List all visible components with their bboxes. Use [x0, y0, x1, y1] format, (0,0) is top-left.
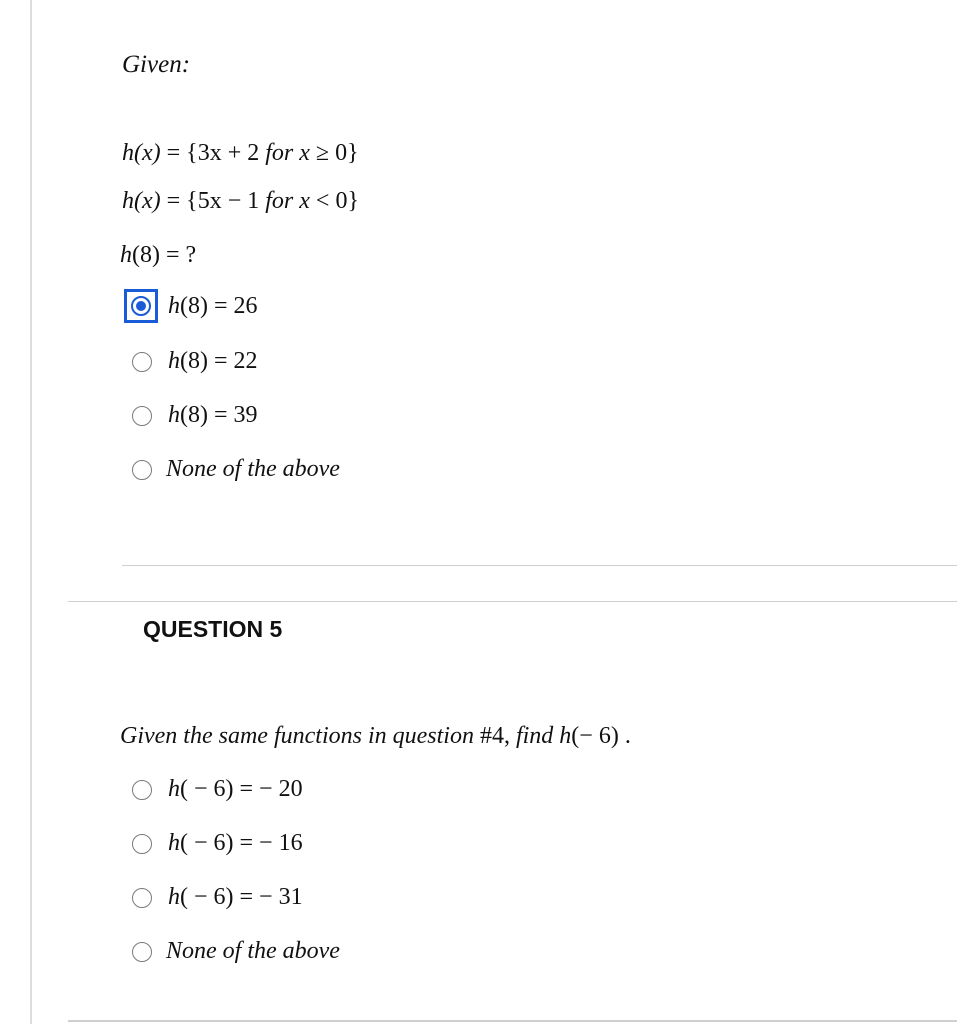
prompt-rest: (8) = ?: [132, 242, 197, 268]
prompt-fn: h: [120, 242, 132, 268]
radio-button[interactable]: [132, 834, 152, 854]
question-5-prompt: [120, 721, 631, 751]
option-fn: h: [168, 402, 180, 428]
left-border: [30, 0, 32, 1024]
option-label[interactable]: [168, 882, 303, 912]
option-rest: (8) = 26: [180, 293, 258, 319]
option-fn: h: [168, 348, 180, 374]
question-separator: [68, 601, 957, 602]
function-lhs: h(x): [122, 140, 161, 166]
option-rest: (8) = 22: [180, 348, 258, 374]
option-label[interactable]: None of the above: [166, 938, 340, 964]
function-rhs-suffix: ≥ 0}: [309, 140, 359, 166]
option-label[interactable]: [168, 828, 303, 858]
radio-button-selected[interactable]: [131, 296, 151, 316]
option-rest: (8) = 39: [180, 402, 258, 428]
question-4-prompt: [120, 240, 196, 270]
radio-button[interactable]: [132, 888, 152, 908]
prompt-italic-find: find h: [515, 723, 572, 749]
function-rhs-italic: for x: [265, 140, 310, 166]
function-rhs-suffix: < 0}: [309, 188, 359, 214]
bottom-divider: [68, 1020, 957, 1022]
given-label: Given:: [122, 51, 191, 78]
option-label[interactable]: [168, 346, 258, 376]
option-fn: h: [168, 830, 180, 856]
prompt-rest: (− 6) .: [571, 723, 631, 749]
radio-button[interactable]: [132, 460, 152, 480]
option-label[interactable]: [168, 774, 303, 804]
option-fn: h: [168, 776, 180, 802]
radio-button[interactable]: [132, 352, 152, 372]
radio-button[interactable]: [132, 406, 152, 426]
radio-button[interactable]: [132, 942, 152, 962]
divider: [122, 565, 957, 566]
radio-button[interactable]: [132, 780, 152, 800]
option-label[interactable]: [168, 400, 258, 430]
option-rest: ( − 6) = − 16: [180, 830, 303, 856]
function-lhs: h(x): [122, 188, 161, 214]
function-rhs-prefix: = {5x − 1: [166, 188, 266, 214]
function-line-2: [122, 186, 359, 216]
option-rest: ( − 6) = − 20: [180, 776, 303, 802]
function-rhs-prefix: = {3x + 2: [166, 140, 266, 166]
option-fn: h: [168, 884, 180, 910]
function-rhs-italic: for x: [265, 188, 310, 214]
function-line-1: [122, 138, 359, 168]
option-fn: h: [168, 293, 180, 319]
option-label[interactable]: [168, 291, 258, 321]
question-5-header: QUESTION 5: [143, 616, 283, 642]
prompt-italic-start: Given the same functions in question: [120, 723, 474, 749]
option-label[interactable]: None of the above: [166, 456, 340, 482]
prompt-hash: #4,: [473, 723, 516, 749]
option-rest: ( − 6) = − 31: [180, 884, 303, 910]
